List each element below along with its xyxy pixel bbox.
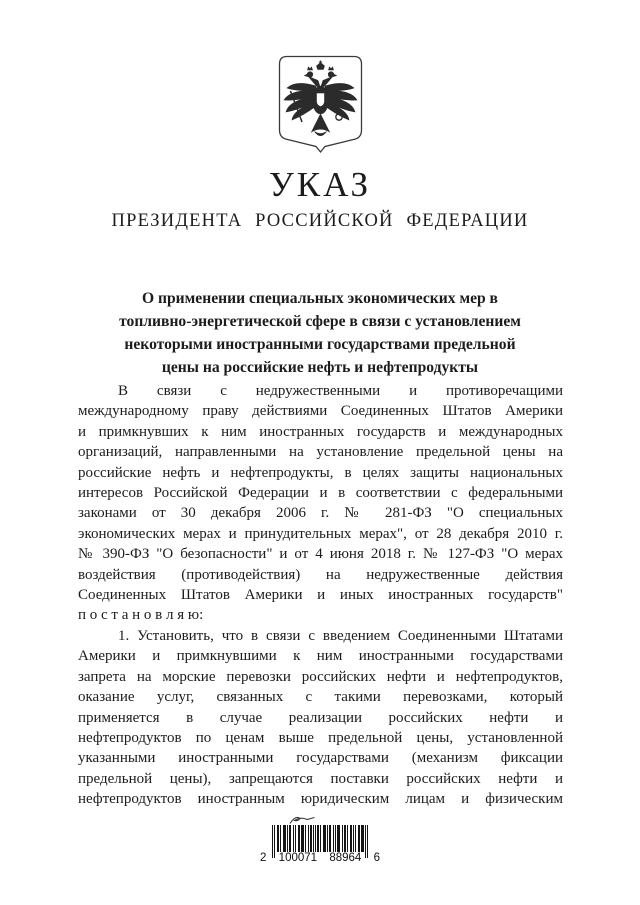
barcode-bar (310, 825, 312, 852)
barcode-bar (301, 825, 304, 852)
barcode-bar (335, 825, 336, 852)
body-line: международному праву действиями Соединенных Штатов Америки (78, 403, 563, 420)
body-line: оказание услуг, связанных с такими перевозками, который (78, 689, 563, 706)
body-line: нефтепродуктов иностранным юридическим лицам и физическим (78, 791, 563, 808)
barcode-bar (280, 825, 281, 852)
body-line: Америки и примкнувшими к ним иностранными государствами (78, 648, 563, 665)
document-type-title: УКАЗ (268, 165, 372, 204)
barcode-bar (308, 825, 309, 852)
coat-of-arms-emblem (278, 55, 363, 154)
barcode-bar (283, 825, 286, 852)
body-line: законами от 30 декабря 2006 г. № 281-ФЗ "О специальных (78, 505, 563, 522)
barcode-bar (272, 825, 273, 858)
body-line: применяется в случае реализации российских нефти и (78, 709, 563, 726)
barcode-bar (327, 825, 328, 852)
body-line: запрета на морские перевозки российских нефти и нефтепродуктов, (78, 668, 563, 685)
body-line: экономических мерах и принудительных мерах", от 28 декабря 2010 г. (78, 525, 563, 542)
body-line: п о с т а н о в л я ю: (78, 607, 204, 624)
barcode-bar (358, 825, 360, 852)
barcode-bar (353, 825, 354, 852)
barcode-bar (320, 825, 321, 852)
barcode-bar (342, 825, 343, 852)
barcode-digit-group: 6 (373, 852, 380, 864)
barcode-bar (298, 825, 300, 852)
barcode-bar (289, 825, 291, 852)
barcode-bar (365, 825, 366, 858)
body-line: указанными иностранными государствами (механизм фиксации (78, 750, 563, 767)
barcode-bar (355, 825, 356, 852)
body-line: В связи с недружественными и противоречащими (118, 383, 563, 399)
body-line: воздействия (противодействия) на недружественные действия (78, 566, 563, 583)
barcode-bar (350, 825, 352, 852)
barcode-digit-group: 100071 (278, 852, 318, 864)
barcode-bar (295, 825, 296, 852)
barcode-bar (344, 825, 346, 852)
double-headed-eagle-icon (278, 55, 363, 154)
subject-line: О применении специальных экономических мер в (142, 290, 498, 307)
barcode-bar (333, 825, 334, 852)
body-line: № 390-ФЗ "О безопасности" и от 4 июня 2018 г. № 127-ФЗ "О мерах (78, 546, 563, 563)
body-line: российские нефть и нефтепродукты, в целях защиты национальных (78, 464, 563, 481)
barcode-bar (347, 825, 348, 852)
barcode-bar (337, 825, 340, 852)
barcode-bar (361, 825, 364, 852)
body-line: Соединенных Штатов Америки и иных иностранных государств" (78, 587, 563, 604)
barcode-digit-group: 2 (260, 852, 267, 864)
body-line: организаций, направленными на установление предельной цены на (78, 444, 563, 461)
barcode-digit-group: 88964 (329, 852, 362, 864)
barcode-bar (323, 825, 326, 852)
subject-line: некоторыми иностранными государствами предельной (124, 336, 516, 353)
body-line: 1. Установить, что в связи с введением Соединенными Штатами (118, 627, 563, 644)
body-line: предельной цены), запрещаются поставки российских нефти и (78, 770, 563, 787)
body-line: нефтепродуктов по ценам выше предельной цены, установленной (78, 729, 563, 746)
barcode-bar (277, 825, 279, 852)
document-body (78, 381, 563, 810)
barcode-bar (329, 825, 331, 852)
barcode-bar (274, 825, 275, 858)
barcode-bar (317, 825, 319, 852)
barcode (250, 813, 390, 864)
document-issuer: ПРЕЗИДЕНТА РОССИЙСКОЙ ФЕДЕРАЦИИ (111, 211, 529, 231)
body-line: и примкнувших к ним иностранных государств и международных (78, 423, 563, 440)
subject-line: топливно-энергетической сфере в связи с установлением (119, 313, 521, 330)
document-subject (100, 287, 540, 379)
subject-line: цены на российские нефть и нефтепродукты (161, 359, 479, 376)
barcode-bar (287, 825, 288, 852)
barcode-bar (293, 825, 294, 852)
body-line: интересов Российской Федерации и в соответствии с федеральными (78, 485, 563, 502)
barcode-bar (367, 825, 368, 858)
barcode-digits (259, 852, 381, 864)
barcode-bar (305, 825, 306, 852)
